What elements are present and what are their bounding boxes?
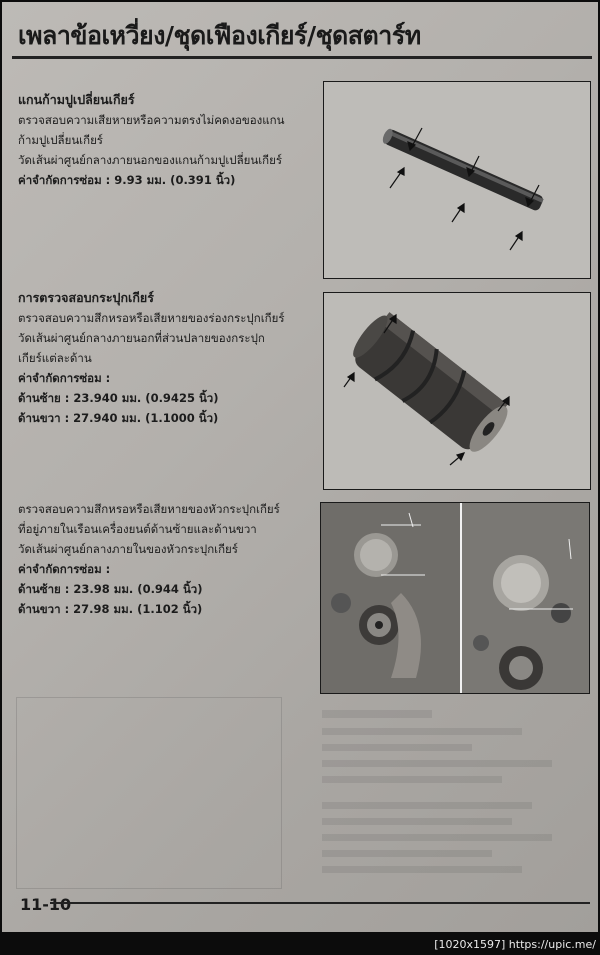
service-limit-label: ค่าจำกัดการซ่อม :	[18, 562, 111, 576]
page-title: เพลาข้อเหวี่ยง/ชุดเฟืองเกียร์/ชุดสตาร์ท	[18, 21, 421, 50]
shift-fork-shaft-figure	[323, 81, 591, 279]
service-limit-right: ด้านขวา : 27.940 มม. (1.1000 นิ้ว)	[18, 411, 219, 425]
service-limit-left: ด้านซ้าย : 23.940 มม. (0.9425 นิ้ว)	[18, 391, 219, 405]
section-heading: การตรวจสอบกระปุกเกียร์	[18, 290, 154, 305]
shift-fork-shaft-icon	[324, 82, 590, 278]
text-line: วัดเส้นผ่าศูนย์กลางภายนอกของแกนก้ามปูเปลี่ยนเกียร์	[18, 153, 283, 167]
text-line: ตรวจสอบความสึกหรอหรือเสียหายของร่องกระปุกเกียร์	[18, 311, 285, 325]
bleed-through-text	[322, 702, 592, 892]
section-shift-fork-shaft	[18, 90, 285, 190]
section-drum-journal	[18, 499, 280, 619]
section-heading: แกนก้ามปูเปลี่ยนเกียร์	[18, 92, 135, 107]
text-line: วัดเส้นผ่าศูนย์กลางภายในของหัวกระปุกเกียร์	[18, 542, 238, 556]
crankcase-journal-figure	[320, 502, 590, 694]
manual-page	[2, 2, 598, 932]
section-shift-drum	[18, 288, 285, 428]
image-host-watermark: [1020x1597] https://upic.me/	[434, 938, 596, 951]
text-line: ก้ามปูเปลี่ยนเกียร์	[18, 133, 103, 147]
service-limit-right: ด้านขวา : 27.98 มม. (1.102 นิ้ว)	[18, 602, 203, 616]
text-line: วัดเส้นผ่าศูนย์กลางภายนอกที่ส่วนปลายของกระปุก	[18, 331, 265, 345]
shift-drum-figure	[323, 292, 591, 490]
bleed-through-figure	[16, 697, 282, 889]
shift-drum-icon	[324, 293, 590, 489]
service-limit: ค่าจำกัดการซ่อม : 9.93 มม. (0.391 นิ้ว)	[18, 173, 236, 187]
service-limit-left: ด้านซ้าย : 23.98 มม. (0.944 นิ้ว)	[18, 582, 203, 596]
text-line: ที่อยู่ภายในเรือนเครื่องยนต์ด้านซ้ายและด้านขวา	[18, 522, 257, 536]
text-line: เกียร์แต่ละด้าน	[18, 351, 92, 365]
text-line: ตรวจสอบความสึกหรอหรือเสียหายของหัวกระปุกเกียร์	[18, 502, 280, 516]
title-divider	[12, 56, 592, 59]
text-line: ตรวจสอบความเสียหายหรือความตรงไม่คดงอของแกน	[18, 113, 285, 127]
service-limit-label: ค่าจำกัดการซ่อม :	[18, 371, 111, 385]
page-number: 11-10	[20, 895, 72, 914]
crankcase-journal-icon	[321, 503, 589, 693]
footer-divider	[50, 902, 590, 904]
